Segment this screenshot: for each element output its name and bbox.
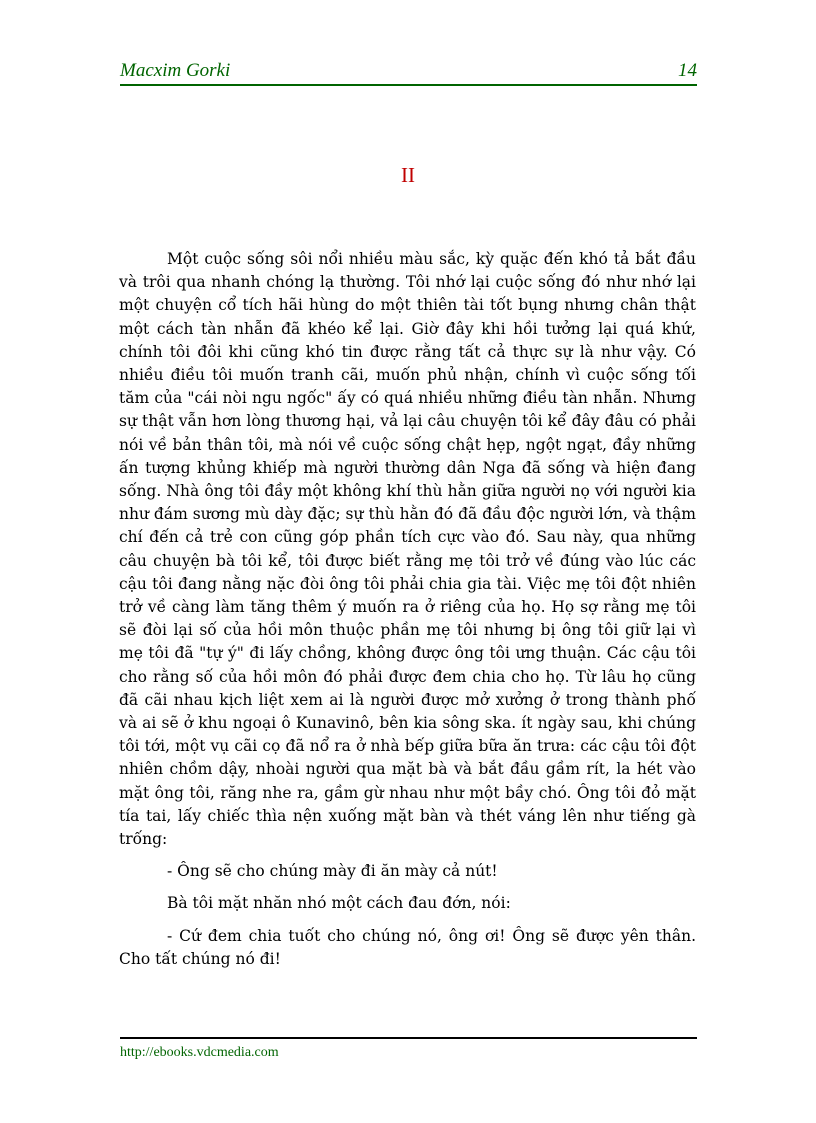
footer-url: http://ebooks.vdcmedia.com bbox=[120, 1045, 279, 1060]
chapter-title: II bbox=[401, 163, 415, 187]
header-author: Macxim Gorki bbox=[120, 60, 231, 81]
running-header bbox=[120, 60, 697, 86]
paragraph-narration: Bà tôi mặt nhăn nhó một cách đau đớn, nói: bbox=[167, 894, 511, 913]
paragraph-narrative: Một cuộc sống sôi nổi nhiều màu sắc, kỳ quặc đến khó tả bắt đầu và trôi qua nhanh chóng lạ thường. Tôi nhớ lại cuộc sống đó như nhớ lại một chuyện cổ tích hãi hùng do một thiên tài tốt bụng nhưng chân thật một cách tàn nhẫn đã khéo kể lại. Giờ đây khi hồi tưởng lại quá khứ, chính tôi đôi khi cũng khó tin được rằng tất cả thực sự là như vậy. Có nhiều điều tôi muốn tranh cãi, muốn phủ nhận, chính vì cuộc sống tối tăm của "cái nòi ngu ngốc" ấy có quá nhiều những điều tàn nhẫn. Nhưng sự thật vẫn hơn lòng thương hại, vả lại câu chuyện tôi kể đây đâu có phải nói về bản thân tôi, mà nói về cuộc sống chật hẹp, ngột ngạt, đầy những ấn tượng khủng khiếp mà người thường dân Nga đã sống và hiện đang sống. Nhà ông tôi đầy một không khí thù hằn giữa người nọ với người kia như đám sương mù dày đặc; sự thù hằn đó đã đầu độc người lớn, và thậm chí đến cả trẻ con cũng góp phần tích cực vào đó. Sau này, qua những câu chuyện bà tôi kể, tôi được biết rằng mẹ tôi trở về đúng vào lúc các cậu tôi đang nằng nặc đòi ông tôi phải chia gia tài. Việc mẹ tôi đột nhiên trở về càng làm tăng thêm ý muốn ra ở riêng của họ. Họ sợ rằng mẹ tôi sẽ đòi lại số của hồi môn thuộc phần mẹ tôi nhưng bị ông tôi giữ lại vì mẹ tôi đã "tự ý" đi lấy chồng, không được ông tôi ưng thuận. Các cậu tôi cho rằng số của hồi môn đó phải được đem chia cho họ. Từ lâu họ cũng đã cãi nhau kịch liệt xem ai là người được mở xưởng ở trong thành phố và ai sẽ ở khu ngoại ô Kunavinô, bên kia sông ska. ít ngày sau, khi chúng tôi tới, một vụ cãi cọ đã nổ ra ở nhà bếp giữa bữa ăn trưa: các cậu tôi đột nhiên chồm dậy, nhoài người qua mặt bà và bắt đầu gầm rít, la hét vào mặt ông tôi, răng nhe ra, gầm gừ nhau như một bầy chó. Ông tôi đỏ mặt tía tai, lấy chiếc thìa nện xuống mặt bàn và thét váng lên như tiếng gà trống: bbox=[119, 250, 696, 849]
paragraph-dialog: - Ông sẽ cho chúng mày đi ăn mày cả nút! bbox=[167, 862, 498, 881]
footer-divider bbox=[120, 1037, 697, 1039]
paragraph-dialog: - Cứ đem chia tuốt cho chúng nó, ông ơi! Ông sẽ được yên thân. Cho tất chúng nó đi! bbox=[119, 926, 696, 968]
body-text bbox=[119, 248, 696, 971]
page-number: 14 bbox=[678, 60, 697, 81]
